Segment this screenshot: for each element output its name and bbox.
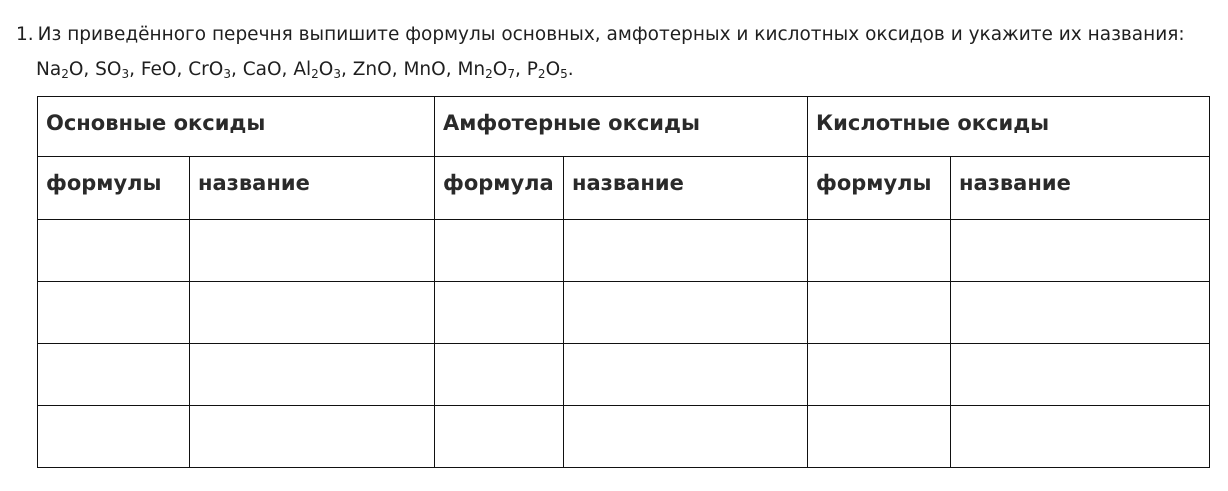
formula-separator: , <box>83 59 96 80</box>
answer-cell[interactable] <box>808 220 951 282</box>
formula-separator: , <box>445 59 458 80</box>
oxide-formula: $P_2O_5$ <box>526 59 568 81</box>
acidic-formula-header: формулы <box>808 157 951 220</box>
table-group-header-row <box>38 97 1210 157</box>
formula-separator: , <box>340 59 353 80</box>
answer-cell[interactable] <box>951 220 1210 282</box>
table-row <box>38 344 1210 406</box>
answer-cell[interactable] <box>951 406 1210 468</box>
answer-cell[interactable] <box>435 220 564 282</box>
oxide-formula: MnO <box>403 59 446 80</box>
answer-cell[interactable] <box>190 406 435 468</box>
answer-cell[interactable] <box>808 344 951 406</box>
amphoteric-formula-header: формула <box>435 157 564 220</box>
amphoteric-oxides-header: Амфотерные оксиды <box>435 97 808 157</box>
table-row <box>38 406 1210 468</box>
task-number: 1. <box>16 24 34 45</box>
oxide-formula: $SO_3$ <box>95 59 130 81</box>
basic-name-header: название <box>190 157 435 220</box>
acidic-oxides-header: Кислотные оксиды <box>808 97 1210 157</box>
acidic-name-header: название <box>951 157 1210 220</box>
formula-separator: , <box>281 59 294 80</box>
answer-cell[interactable] <box>38 406 190 468</box>
answer-cell[interactable] <box>190 344 435 406</box>
oxide-formula: FeO <box>140 59 177 80</box>
oxide-formula: ZnO <box>352 59 392 80</box>
answer-cell[interactable] <box>38 220 190 282</box>
answer-cell[interactable] <box>435 344 564 406</box>
oxide-formula: CaO <box>242 59 282 80</box>
answer-cell[interactable] <box>190 220 435 282</box>
oxide-formula: $Mn_2O_7$ <box>457 59 515 81</box>
answer-cell[interactable] <box>435 406 564 468</box>
oxide-formula: $Al_2O_3$ <box>293 59 341 81</box>
task-statement <box>16 18 1216 52</box>
oxide-formula-list <box>36 53 574 87</box>
answer-cell[interactable] <box>808 282 951 344</box>
formula-separator: , <box>230 59 243 80</box>
oxides-table <box>37 96 1210 468</box>
table-row <box>38 220 1210 282</box>
task-text: Из приведённого перечня выпишите формулы основных, амфотерных и кислотных оксидов и укажите их названия: <box>37 24 1185 45</box>
basic-formula-header: формулы <box>38 157 190 220</box>
oxide-formula: $Na_2O$ <box>36 59 84 81</box>
table-subheader-row <box>38 157 1210 220</box>
answer-cell[interactable] <box>564 282 808 344</box>
formula-separator: , <box>515 59 527 80</box>
answer-cell[interactable] <box>808 406 951 468</box>
formula-separator: . <box>567 59 574 80</box>
basic-oxides-header: Основные оксиды <box>38 97 435 157</box>
answer-cell[interactable] <box>564 406 808 468</box>
formula-separator: , <box>129 59 141 80</box>
formula-separator: , <box>391 59 404 80</box>
formula-separator: , <box>176 59 189 80</box>
answer-cell[interactable] <box>564 344 808 406</box>
answer-cell[interactable] <box>190 282 435 344</box>
table-row <box>38 282 1210 344</box>
oxide-formula: CrO$_3$ <box>188 59 231 81</box>
answer-cell[interactable] <box>564 220 808 282</box>
answer-cell[interactable] <box>435 282 564 344</box>
answer-cell[interactable] <box>38 282 190 344</box>
answer-cell[interactable] <box>951 282 1210 344</box>
amphoteric-name-header: название <box>564 157 808 220</box>
answer-cell[interactable] <box>38 344 190 406</box>
answer-cell[interactable] <box>951 344 1210 406</box>
